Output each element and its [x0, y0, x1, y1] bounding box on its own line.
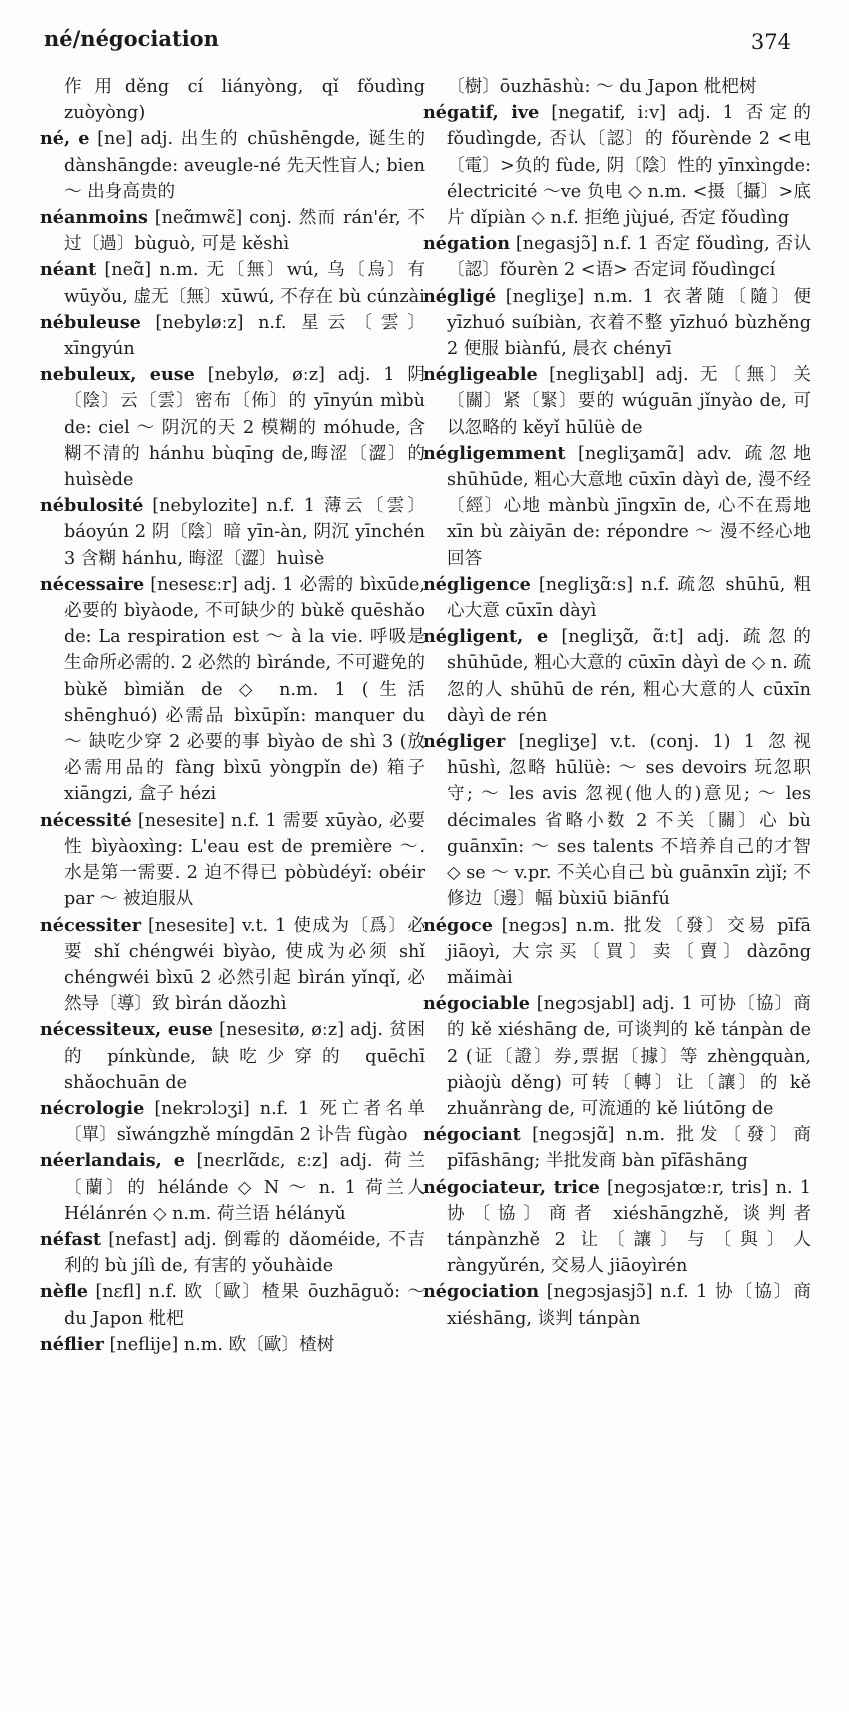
definition: [neflije] n.m. 欧〔歐〕楂树: [103, 1334, 335, 1355]
definition: [negatif, iːv] adj. 1 否定的 fǒudìngde, 否认〔認〕的 fǒurènde 2 <电〔電〕>负的 fùde, 阴〔陰〕性的 yīnxìngde: électricité ～ve 负电 ◇ n.m. <摄〔攝〕>底片 dǐpiàn ◇ n.f. 拒绝 jùjué, 否定 fǒudìng: [447, 103, 811, 229]
dictionary-entry: [40, 1227, 425, 1279]
definition: [negɔsjatœːr, tris] n. 1 协〔協〕商者 xiéshāngzhě, 谈判者 tánpànzhě 2 让〔讓〕与〔與〕人 ràngyǔrén, 交易人 jiāoyìrén: [447, 1177, 811, 1277]
dictionary-entry: [423, 441, 811, 572]
definition: [neɛrlɑ̃dɛ, ɛːz] adj. 荷兰〔蘭〕的 hélánde ◇ N ～ n. 1 荷兰人 Hélánrén ◇ n.m. 荷兰语 hélányǔ: [64, 1151, 425, 1224]
headword: négation: [423, 233, 511, 255]
dictionary-entry: [423, 231, 811, 283]
dictionary-entry: [40, 310, 425, 362]
headword: négligé: [423, 285, 497, 307]
headword: nebuleux, euse: [40, 364, 195, 386]
headword: néflier: [40, 1333, 104, 1355]
headword: négociant: [423, 1124, 521, 1146]
page-number: 374: [750, 30, 791, 54]
definition: 〔樹〕ōuzhāshù: ～ du Japon 枇杷树: [447, 77, 757, 97]
headword: négociation: [423, 1281, 540, 1303]
definition: [negliʒe] v.t. (conj. 1) 1 忽视 hūshì, 忽略 hūlüè: ～ ses devoirs 玩忽职守; ～ les avis 忽视(他人的)意见; ～ les décimales 省略小数 2 不关〔關〕心 bù guānxīn: ～ ses talents 不培养自己的才智 ◇ se ～ v.pr. 不关心自己 bù guānxīn zìjǐ; 不修边〔邊〕幅 bùxiū biānfú: [447, 732, 811, 910]
headword: négligence: [423, 573, 531, 595]
dictionary-entry: [423, 729, 811, 912]
headword: né, e: [40, 128, 90, 150]
definition: [negliʒabl] adj. 无〔無〕关〔關〕紧〔緊〕要的 wúguān jǐnyào de, 可以忽略的 kěyǐ hūlüè de: [447, 365, 811, 438]
definition: [negɔs] n.m. 批发〔發〕交易 pīfā jiāoyì, 大宗买〔買〕卖〔賣〕dàzōng mǎimài: [447, 915, 811, 988]
definition: [nesesite] v.t. 1 使成为〔爲〕必要 shǐ chéngwéi bìyào, 使成为必须 shǐ chéngwéi bìxū 2 必然引起 bìrán yǐnqǐ, 必然导〔導〕致 bìrán dǎozhì: [64, 915, 425, 1015]
headword: nécessaire: [40, 573, 145, 595]
definition: [nɛfl] n.f. 欧〔歐〕楂果 ōuzhāguǒ: ～ du Japon 枇杷: [64, 1282, 425, 1329]
running-head: [44, 26, 791, 66]
definition: [nebylozite] n.f. 1 薄云〔雲〕báoyún 2 阴〔陰〕暗 yīn-àn, 阴沉 yīnchén 3 含糊 hánhu, 晦涩〔澀〕huìsè: [64, 496, 425, 569]
dictionary-entry: [40, 362, 425, 493]
dictionary-entry: [423, 1279, 811, 1331]
dictionary-entry: [40, 493, 425, 572]
dictionary-entry: [423, 284, 811, 363]
dictionary-entry: [40, 1017, 425, 1096]
definition: [negliʒɑ̃, ɑ̃ːt] adj. 疏忽的 shūhūde, 粗心大意的 cūxīn dàyì de ◇ n. 疏忽的人 shūhū de rén, 粗心大意的人 cūxīn dàyì de rén: [447, 627, 811, 726]
headword: nèfle: [40, 1281, 88, 1303]
dictionary-entry: [40, 808, 425, 913]
dictionary-entry: [40, 913, 425, 1018]
dictionary-entry: [423, 74, 811, 100]
definition: [nebylø, øːz] adj. 1 阴〔陰〕云〔雲〕密布〔佈〕的 yīnyún mìbù de: ciel ～ 阴沉的天 2 模糊的 móhude, 含糊不清的 hánhu bùqīng de,晦涩〔澀〕的 huìsède: [64, 365, 425, 491]
dictionary-entry: [423, 624, 811, 729]
dictionary-entry: [40, 126, 425, 205]
definition: [negɔsjabl] adj. 1 可协〔協〕商的 kě xiéshāng de, 可谈判的 kě tánpàn de 2 (证〔證〕券,票据〔據〕等 zhèngquàn, piàojù děng) 可转〔轉〕让〔讓〕的 kě zhuǎnràng de, 可流通的 kě liútōng de: [447, 994, 811, 1119]
dictionary-entry: [40, 257, 425, 309]
definition: [negliʒe] n.m. 1 衣著随〔隨〕便 yīzhuó suíbiàn, 衣着不整 yīzhuó bùzhěng 2 便服 biànfú, 晨衣 chényī: [447, 286, 811, 360]
dictionary-entry: [423, 1175, 811, 1280]
dictionary-entry: [40, 1332, 425, 1358]
dictionary-entry: [40, 1096, 425, 1148]
headword: négliger: [423, 731, 506, 753]
dictionary-entry: [423, 362, 811, 441]
definition: [nesesɛːr] adj. 1 必需的 bìxūde, 必要的 bìyàode, 不可缺少的 bùkě quēshǎo de: La respiration est ～ à la vie. 呼吸是生命所必需的. 2 必然的 bìránde, 不可避免的 bùkě bìmiǎn de ◇ n.m. 1 (生活 shēnghuó) 必需品 bìxūpǐn: manquer du ～ 缺吃少穿 2 必要的事 bìyào de shì 3 (放必需用品的 fàng bìxū yòngpǐn de) 箱子 xiāngzi, 盒子 hézi: [64, 574, 425, 805]
headword: nébulosité: [40, 495, 144, 517]
headword: nécessiter: [40, 914, 141, 936]
headword: nécessité: [40, 809, 132, 831]
dictionary-entry: [40, 74, 425, 126]
headword: négatif, ive: [423, 102, 540, 124]
headword: négligemment: [423, 442, 566, 464]
left-column: [40, 74, 425, 1358]
headword: néfast: [40, 1228, 101, 1250]
definition: [nesesite] n.f. 1 需要 xūyào, 必要性 bìyàoxìng: L'eau est de première ～. 水是第一需要. 2 迫不得已 pòbùdéyǐ: obéir par ～ 被迫服从: [64, 810, 425, 910]
dictionary-entry: [423, 572, 811, 624]
definition: 作用děng cí liányòng, qǐ fǒudìng zuòyòng): [64, 77, 425, 124]
dictionary-entry: [40, 1279, 425, 1331]
headword: négoce: [423, 914, 493, 936]
dictionary-entry: [423, 913, 811, 992]
definition: [negliʒamɑ̃] adv. 疏忽地 shūhūde, 粗心大意地 cūxīn dàyì de, 漫不经〔經〕心地 mànbù jīngxīn de, 心不在焉地 xīn bù zàiyān de: répondre ～ 漫不经心地回答: [447, 443, 811, 569]
definition: [negasjɔ̃] n.f. 1 否定 fǒudìng, 否认〔認〕fǒurèn 2 <语> 否定词 fǒudìngcí: [447, 234, 811, 281]
definition: [ne] adj. 出生的 chūshēngde, 诞生的 dànshāngde: aveugle-né 先天性盲人; bien ～ 出身高贵的: [64, 129, 425, 202]
definition: [negliʒɑ̃ːs] n.f. 疏忽 shūhū, 粗心大意 cūxīn dàyì: [447, 574, 811, 622]
headword: néanmoins: [40, 207, 148, 229]
headword: négligeable: [423, 364, 538, 386]
dictionary-entry: [423, 100, 811, 231]
headword: négociateur, trice: [423, 1176, 600, 1198]
dictionary-entry: [40, 1148, 425, 1227]
definition: [neɑ̃] n.m. 无〔無〕wú, 乌〔烏〕有 wūyǒu, 虚无〔無〕xūwú, 不存在 bù cúnzài: [64, 260, 425, 307]
headword: néant: [40, 259, 97, 281]
definition: [nefast] adj. 倒霉的 dǎoméide, 不吉利的 bù jílì de, 有害的 yǒuhàide: [64, 1229, 425, 1277]
definition: [negɔsjasjɔ̃] n.f. 1 协〔協〕商 xiéshāng, 谈判 tánpàn: [447, 1282, 811, 1329]
dictionary-entry: [423, 1122, 811, 1174]
headword: négligent, e: [423, 626, 549, 648]
right-column: [423, 74, 811, 1332]
headword: négociable: [423, 993, 530, 1015]
dictionary-entry: [423, 991, 811, 1122]
headword: nécessiteux, euse: [40, 1019, 213, 1041]
definition: [nesesitø, øːz] adj. 贫困的 pínkùnde, 缺吃少穿的 quēchī shǎochuān de: [64, 1020, 425, 1093]
dictionary-entry: [40, 205, 425, 257]
definition: [neɑ̃mwɛ̃] conj. 然而 rán'ér, 不过〔過〕bùguò, 可是 kěshì: [64, 208, 425, 255]
definition: [negɔsjɑ̃] n.m. 批发〔發〕商 pīfāshāng; 半批发商 bàn pīfāshāng: [447, 1125, 811, 1172]
running-title: né/négociation: [44, 26, 219, 51]
definition: [nebyløːz] n.f. 星云〔雲〕xīngyún: [64, 312, 425, 360]
headword: nébuleuse: [40, 311, 141, 333]
dictionary-entry: [40, 572, 425, 808]
headword: néerlandais, e: [40, 1150, 185, 1172]
definition: [nekrɔlɔʒi] n.f. 1 死亡者名单〔單〕sǐwángzhě míngdān 2 讣告 fùgào: [64, 1098, 425, 1146]
headword: nécrologie: [40, 1097, 145, 1119]
